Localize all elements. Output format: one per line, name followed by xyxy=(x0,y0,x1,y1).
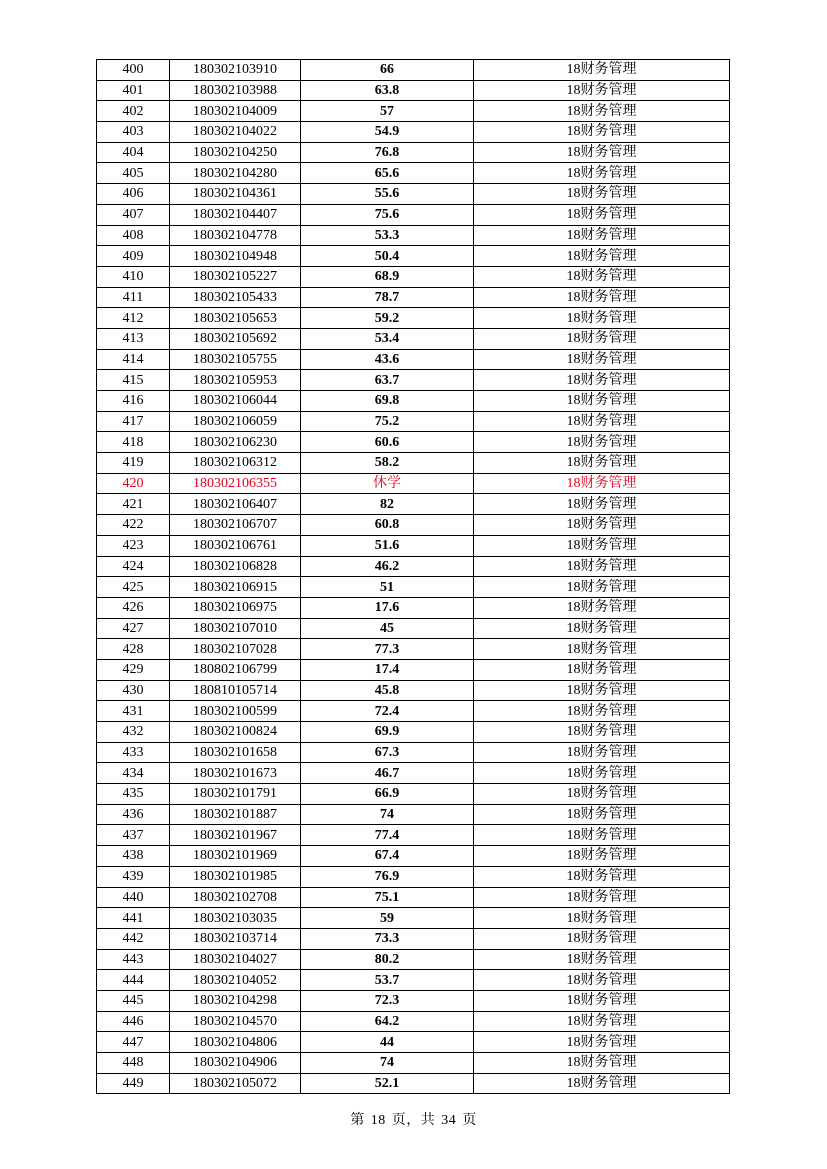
major-cell: 18财务管理 xyxy=(474,556,730,577)
student-id-cell: 180302106707 xyxy=(170,515,301,536)
score-table-body xyxy=(97,60,730,1094)
score-cell: 74 xyxy=(301,804,474,825)
table-row xyxy=(97,225,730,246)
major-cell: 18财务管理 xyxy=(474,908,730,929)
table-row xyxy=(97,308,730,329)
score-cell: 46.2 xyxy=(301,556,474,577)
major-cell: 18财务管理 xyxy=(474,370,730,391)
table-row xyxy=(97,866,730,887)
row-number-cell: 428 xyxy=(97,639,170,660)
major-cell: 18财务管理 xyxy=(474,308,730,329)
major-cell: 18财务管理 xyxy=(474,60,730,81)
major-cell: 18财务管理 xyxy=(474,142,730,163)
student-id-cell: 180302101673 xyxy=(170,763,301,784)
major-cell: 18财务管理 xyxy=(474,328,730,349)
major-cell: 18财务管理 xyxy=(474,225,730,246)
table-row xyxy=(97,204,730,225)
row-number-cell: 402 xyxy=(97,101,170,122)
row-number-cell: 429 xyxy=(97,659,170,680)
row-number-cell: 442 xyxy=(97,928,170,949)
row-number-cell: 431 xyxy=(97,701,170,722)
student-id-cell: 180302104806 xyxy=(170,1032,301,1053)
table-row xyxy=(97,473,730,494)
student-id-cell: 180810105714 xyxy=(170,680,301,701)
score-cell: 68.9 xyxy=(301,266,474,287)
student-id-cell: 180302106975 xyxy=(170,597,301,618)
major-cell: 18财务管理 xyxy=(474,701,730,722)
table-row xyxy=(97,825,730,846)
major-cell: 18财务管理 xyxy=(474,163,730,184)
student-id-cell: 180302106761 xyxy=(170,535,301,556)
student-id-cell: 180302105692 xyxy=(170,328,301,349)
table-row xyxy=(97,763,730,784)
row-number-cell: 411 xyxy=(97,287,170,308)
footer-middle: 页，共 xyxy=(391,1113,436,1128)
major-cell: 18财务管理 xyxy=(474,494,730,515)
student-id-cell: 180302106355 xyxy=(170,473,301,494)
major-cell: 18财务管理 xyxy=(474,722,730,743)
score-cell: 50.4 xyxy=(301,246,474,267)
major-cell: 18财务管理 xyxy=(474,680,730,701)
row-number-cell: 414 xyxy=(97,349,170,370)
major-cell: 18财务管理 xyxy=(474,846,730,867)
table-row xyxy=(97,432,730,453)
score-cell: 67.3 xyxy=(301,742,474,763)
major-cell: 18财务管理 xyxy=(474,866,730,887)
row-number-cell: 406 xyxy=(97,184,170,205)
table-row xyxy=(97,680,730,701)
table-row xyxy=(97,908,730,929)
student-id-cell: 180302102708 xyxy=(170,887,301,908)
table-row xyxy=(97,122,730,143)
table-row xyxy=(97,639,730,660)
score-cell: 77.3 xyxy=(301,639,474,660)
major-cell: 18财务管理 xyxy=(474,473,730,494)
score-cell: 76.9 xyxy=(301,866,474,887)
student-id-cell: 180302104407 xyxy=(170,204,301,225)
table-row xyxy=(97,1011,730,1032)
score-cell: 65.6 xyxy=(301,163,474,184)
table-row xyxy=(97,990,730,1011)
student-id-cell: 180302101791 xyxy=(170,784,301,805)
major-cell: 18财务管理 xyxy=(474,659,730,680)
footer-total-pages: 34 xyxy=(441,1113,457,1128)
student-id-cell: 180302104280 xyxy=(170,163,301,184)
major-cell: 18财务管理 xyxy=(474,1053,730,1074)
score-cell: 51 xyxy=(301,577,474,598)
student-id-cell: 180302103035 xyxy=(170,908,301,929)
row-number-cell: 433 xyxy=(97,742,170,763)
table-row xyxy=(97,163,730,184)
table-row xyxy=(97,1073,730,1094)
student-id-cell: 180302101969 xyxy=(170,846,301,867)
table-row xyxy=(97,60,730,81)
score-cell: 63.8 xyxy=(301,80,474,101)
table-row xyxy=(97,701,730,722)
table-row xyxy=(97,784,730,805)
footer-suffix: 页 xyxy=(462,1113,477,1128)
table-row xyxy=(97,742,730,763)
row-number-cell: 412 xyxy=(97,308,170,329)
table-row xyxy=(97,266,730,287)
student-id-cell: 180302103910 xyxy=(170,60,301,81)
major-cell: 18财务管理 xyxy=(474,122,730,143)
major-cell: 18财务管理 xyxy=(474,101,730,122)
student-id-cell: 180302106312 xyxy=(170,453,301,474)
major-cell: 18财务管理 xyxy=(474,204,730,225)
major-cell: 18财务管理 xyxy=(474,639,730,660)
row-number-cell: 408 xyxy=(97,225,170,246)
student-id-cell: 180302107010 xyxy=(170,618,301,639)
score-cell: 72.3 xyxy=(301,990,474,1011)
row-number-cell: 441 xyxy=(97,908,170,929)
row-number-cell: 439 xyxy=(97,866,170,887)
score-cell: 55.6 xyxy=(301,184,474,205)
major-cell: 18财务管理 xyxy=(474,184,730,205)
major-cell: 18财务管理 xyxy=(474,577,730,598)
row-number-cell: 445 xyxy=(97,990,170,1011)
score-cell: 75.2 xyxy=(301,411,474,432)
score-cell: 80.2 xyxy=(301,949,474,970)
student-id-cell: 180302105653 xyxy=(170,308,301,329)
table-row xyxy=(97,597,730,618)
score-cell: 75.6 xyxy=(301,204,474,225)
student-id-cell: 180302105953 xyxy=(170,370,301,391)
score-cell: 60.6 xyxy=(301,432,474,453)
table-row xyxy=(97,722,730,743)
score-cell: 66.9 xyxy=(301,784,474,805)
student-id-cell: 180302104022 xyxy=(170,122,301,143)
table-row xyxy=(97,142,730,163)
score-cell: 45 xyxy=(301,618,474,639)
table-row xyxy=(97,411,730,432)
student-id-cell: 180302104570 xyxy=(170,1011,301,1032)
student-id-cell: 180302100599 xyxy=(170,701,301,722)
student-id-cell: 180302100824 xyxy=(170,722,301,743)
score-cell: 53.7 xyxy=(301,970,474,991)
score-cell: 78.7 xyxy=(301,287,474,308)
score-cell: 74 xyxy=(301,1053,474,1074)
row-number-cell: 438 xyxy=(97,846,170,867)
row-number-cell: 446 xyxy=(97,1011,170,1032)
row-number-cell: 419 xyxy=(97,453,170,474)
student-id-cell: 180302106915 xyxy=(170,577,301,598)
row-number-cell: 424 xyxy=(97,556,170,577)
row-number-cell: 401 xyxy=(97,80,170,101)
table-row xyxy=(97,246,730,267)
row-number-cell: 425 xyxy=(97,577,170,598)
major-cell: 18财务管理 xyxy=(474,411,730,432)
row-number-cell: 418 xyxy=(97,432,170,453)
table-row xyxy=(97,370,730,391)
score-cell: 69.8 xyxy=(301,391,474,412)
major-cell: 18财务管理 xyxy=(474,618,730,639)
score-cell: 82 xyxy=(301,494,474,515)
row-number-cell: 403 xyxy=(97,122,170,143)
major-cell: 18财务管理 xyxy=(474,949,730,970)
row-number-cell: 405 xyxy=(97,163,170,184)
major-cell: 18财务管理 xyxy=(474,1011,730,1032)
student-id-cell: 180302105755 xyxy=(170,349,301,370)
major-cell: 18财务管理 xyxy=(474,742,730,763)
score-cell: 66 xyxy=(301,60,474,81)
major-cell: 18财务管理 xyxy=(474,80,730,101)
table-row xyxy=(97,556,730,577)
row-number-cell: 417 xyxy=(97,411,170,432)
row-number-cell: 426 xyxy=(97,597,170,618)
table-row xyxy=(97,515,730,536)
major-cell: 18财务管理 xyxy=(474,784,730,805)
score-cell: 17.4 xyxy=(301,659,474,680)
row-number-cell: 422 xyxy=(97,515,170,536)
student-id-cell: 180302107028 xyxy=(170,639,301,660)
score-cell: 17.6 xyxy=(301,597,474,618)
student-id-cell: 180302103714 xyxy=(170,928,301,949)
score-cell: 75.1 xyxy=(301,887,474,908)
table-row xyxy=(97,328,730,349)
student-id-cell: 180302103988 xyxy=(170,80,301,101)
table-row xyxy=(97,80,730,101)
student-id-cell: 180302104948 xyxy=(170,246,301,267)
score-cell: 73.3 xyxy=(301,928,474,949)
score-cell: 64.2 xyxy=(301,1011,474,1032)
score-cell: 76.8 xyxy=(301,142,474,163)
major-cell: 18财务管理 xyxy=(474,287,730,308)
row-number-cell: 404 xyxy=(97,142,170,163)
major-cell: 18财务管理 xyxy=(474,825,730,846)
score-cell: 63.7 xyxy=(301,370,474,391)
score-cell: 69.9 xyxy=(301,722,474,743)
table-row xyxy=(97,928,730,949)
student-id-cell: 180302105227 xyxy=(170,266,301,287)
major-cell: 18财务管理 xyxy=(474,453,730,474)
student-id-cell: 180302104052 xyxy=(170,970,301,991)
row-number-cell: 416 xyxy=(97,391,170,412)
major-cell: 18财务管理 xyxy=(474,1073,730,1094)
score-cell: 53.4 xyxy=(301,328,474,349)
table-row xyxy=(97,101,730,122)
row-number-cell: 423 xyxy=(97,535,170,556)
student-id-cell: 180302106044 xyxy=(170,391,301,412)
score-cell: 43.6 xyxy=(301,349,474,370)
student-id-cell: 180302105072 xyxy=(170,1073,301,1094)
row-number-cell: 400 xyxy=(97,60,170,81)
table-row xyxy=(97,846,730,867)
student-id-cell: 180302106828 xyxy=(170,556,301,577)
score-cell: 51.6 xyxy=(301,535,474,556)
row-number-cell: 449 xyxy=(97,1073,170,1094)
table-row xyxy=(97,494,730,515)
footer-current-page: 18 xyxy=(370,1113,386,1128)
major-cell: 18财务管理 xyxy=(474,804,730,825)
row-number-cell: 434 xyxy=(97,763,170,784)
row-number-cell: 444 xyxy=(97,970,170,991)
student-id-cell: 180302105433 xyxy=(170,287,301,308)
score-cell: 59 xyxy=(301,908,474,929)
student-id-cell: 180302101658 xyxy=(170,742,301,763)
score-cell: 77.4 xyxy=(301,825,474,846)
table-row xyxy=(97,349,730,370)
score-cell: 52.1 xyxy=(301,1073,474,1094)
row-number-cell: 436 xyxy=(97,804,170,825)
student-id-cell: 180302104250 xyxy=(170,142,301,163)
major-cell: 18财务管理 xyxy=(474,432,730,453)
table-row xyxy=(97,887,730,908)
table-row xyxy=(97,391,730,412)
score-cell: 53.3 xyxy=(301,225,474,246)
row-number-cell: 409 xyxy=(97,246,170,267)
major-cell: 18财务管理 xyxy=(474,597,730,618)
score-cell: 44 xyxy=(301,1032,474,1053)
major-cell: 18财务管理 xyxy=(474,887,730,908)
student-id-cell: 180302104027 xyxy=(170,949,301,970)
student-id-cell: 180302106059 xyxy=(170,411,301,432)
table-row xyxy=(97,184,730,205)
row-number-cell: 407 xyxy=(97,204,170,225)
student-id-cell: 180302101985 xyxy=(170,866,301,887)
student-id-cell: 180302106230 xyxy=(170,432,301,453)
row-number-cell: 437 xyxy=(97,825,170,846)
score-cell: 46.7 xyxy=(301,763,474,784)
student-id-cell: 180302101967 xyxy=(170,825,301,846)
score-cell: 67.4 xyxy=(301,846,474,867)
table-row xyxy=(97,1053,730,1074)
score-cell: 57 xyxy=(301,101,474,122)
major-cell: 18财务管理 xyxy=(474,266,730,287)
student-id-cell: 180302106407 xyxy=(170,494,301,515)
table-row xyxy=(97,1032,730,1053)
major-cell: 18财务管理 xyxy=(474,990,730,1011)
row-number-cell: 421 xyxy=(97,494,170,515)
row-number-cell: 420 xyxy=(97,473,170,494)
table-row xyxy=(97,453,730,474)
score-cell: 72.4 xyxy=(301,701,474,722)
row-number-cell: 448 xyxy=(97,1053,170,1074)
table-row xyxy=(97,287,730,308)
major-cell: 18财务管理 xyxy=(474,763,730,784)
major-cell: 18财务管理 xyxy=(474,970,730,991)
score-cell: 54.9 xyxy=(301,122,474,143)
major-cell: 18财务管理 xyxy=(474,246,730,267)
row-number-cell: 447 xyxy=(97,1032,170,1053)
row-number-cell: 430 xyxy=(97,680,170,701)
row-number-cell: 435 xyxy=(97,784,170,805)
score-cell: 60.8 xyxy=(301,515,474,536)
student-id-cell: 180302104298 xyxy=(170,990,301,1011)
table-row xyxy=(97,577,730,598)
score-cell: 休学 xyxy=(301,473,474,494)
student-id-cell: 180302104778 xyxy=(170,225,301,246)
row-number-cell: 415 xyxy=(97,370,170,391)
row-number-cell: 427 xyxy=(97,618,170,639)
student-id-cell: 180302104361 xyxy=(170,184,301,205)
student-id-cell: 180302104906 xyxy=(170,1053,301,1074)
row-number-cell: 432 xyxy=(97,722,170,743)
major-cell: 18财务管理 xyxy=(474,1032,730,1053)
footer-prefix: 第 xyxy=(350,1113,365,1128)
row-number-cell: 440 xyxy=(97,887,170,908)
student-id-cell: 180302104009 xyxy=(170,101,301,122)
table-row xyxy=(97,659,730,680)
row-number-cell: 410 xyxy=(97,266,170,287)
student-id-cell: 180302101887 xyxy=(170,804,301,825)
row-number-cell: 443 xyxy=(97,949,170,970)
table-row xyxy=(97,618,730,639)
major-cell: 18财务管理 xyxy=(474,391,730,412)
score-cell: 45.8 xyxy=(301,680,474,701)
student-id-cell: 180802106799 xyxy=(170,659,301,680)
score-cell: 58.2 xyxy=(301,453,474,474)
table-row xyxy=(97,949,730,970)
page-footer xyxy=(0,1109,827,1129)
major-cell: 18财务管理 xyxy=(474,515,730,536)
major-cell: 18财务管理 xyxy=(474,535,730,556)
table-row xyxy=(97,804,730,825)
score-table xyxy=(96,59,730,1094)
major-cell: 18财务管理 xyxy=(474,928,730,949)
table-row xyxy=(97,970,730,991)
row-number-cell: 413 xyxy=(97,328,170,349)
score-cell: 59.2 xyxy=(301,308,474,329)
major-cell: 18财务管理 xyxy=(474,349,730,370)
table-row xyxy=(97,535,730,556)
